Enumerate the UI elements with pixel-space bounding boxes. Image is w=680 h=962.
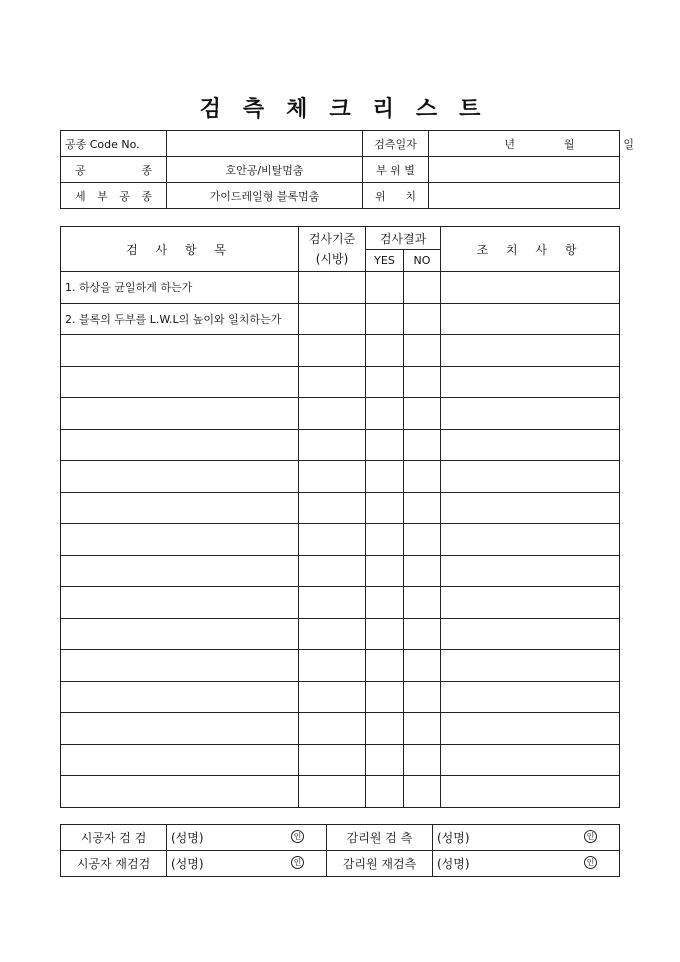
check-yes-cell[interactable] (366, 650, 404, 682)
work-type-value[interactable]: 호안공/비탈멈춤 (167, 157, 363, 183)
location-value[interactable] (429, 183, 620, 209)
check-item-cell[interactable] (61, 492, 299, 524)
work-type-label: 공 종 (61, 157, 167, 183)
check-item-cell[interactable]: 2. 블록의 두부를 L.W.L의 높이와 일치하는가 (61, 303, 299, 335)
seal-icon: 인 (584, 856, 597, 869)
check-yes-cell[interactable] (366, 335, 404, 367)
contractor-inspect-name: (성명) (171, 831, 204, 845)
check-action-cell[interactable] (441, 776, 620, 808)
check-yes-cell[interactable] (366, 461, 404, 493)
check-no-cell[interactable] (404, 335, 441, 367)
check-action-cell[interactable] (441, 335, 620, 367)
check-standard-cell[interactable] (299, 776, 366, 808)
check-standard-cell[interactable] (299, 650, 366, 682)
check-action-cell[interactable] (441, 587, 620, 619)
checklist-row (61, 366, 620, 398)
supervisor-reinspect-sign[interactable] (433, 851, 620, 877)
contractor-inspect-sign[interactable] (167, 825, 327, 851)
check-yes-cell[interactable] (366, 744, 404, 776)
check-yes-cell[interactable] (366, 272, 404, 304)
work-code-value[interactable] (167, 131, 363, 157)
check-standard-cell[interactable] (299, 461, 366, 493)
check-item-cell[interactable] (61, 524, 299, 556)
check-no-cell[interactable] (404, 618, 441, 650)
checklist-row (61, 429, 620, 461)
checklist-row (61, 303, 620, 335)
detail-label: 세 부 공 종 (61, 183, 167, 209)
check-yes-cell[interactable] (366, 555, 404, 587)
seal-icon: 인 (584, 830, 597, 843)
seal-icon: 인 (291, 856, 304, 869)
check-no-cell[interactable] (404, 366, 441, 398)
check-item-cell[interactable] (61, 429, 299, 461)
page-title: 검측체크리스트 (199, 96, 503, 122)
check-no-cell[interactable] (404, 681, 441, 713)
check-yes-cell[interactable] (366, 429, 404, 461)
checklist-row (61, 272, 620, 304)
check-item-cell[interactable] (61, 744, 299, 776)
check-standard-cell[interactable] (299, 555, 366, 587)
check-item-cell[interactable] (61, 713, 299, 745)
check-no-cell[interactable] (404, 555, 441, 587)
check-action-cell[interactable] (441, 398, 620, 430)
check-item-cell[interactable] (61, 587, 299, 619)
check-item-cell[interactable] (61, 681, 299, 713)
check-standard-cell[interactable] (299, 335, 366, 367)
supervisor-inspect-sign[interactable] (433, 825, 620, 851)
inspect-date-value[interactable] (429, 131, 634, 157)
check-standard-cell[interactable] (299, 744, 366, 776)
check-action-cell[interactable] (441, 366, 620, 398)
check-action-cell[interactable] (441, 524, 620, 556)
part-value[interactable] (429, 157, 620, 183)
inspect-date-label: 검측일자 (363, 131, 429, 157)
check-standard-cell[interactable] (299, 398, 366, 430)
checklist-row (61, 492, 620, 524)
checklist-row (61, 618, 620, 650)
check-standard-cell[interactable] (299, 681, 366, 713)
check-yes-cell[interactable] (366, 492, 404, 524)
contractor-reinspect-sign[interactable] (167, 851, 327, 877)
checklist-row (61, 555, 620, 587)
check-no-cell[interactable] (404, 587, 441, 619)
check-no-cell[interactable] (404, 461, 441, 493)
check-no-cell[interactable] (404, 650, 441, 682)
check-yes-cell[interactable] (366, 776, 404, 808)
check-yes-cell[interactable] (366, 681, 404, 713)
check-item-cell[interactable] (61, 335, 299, 367)
item-header: 검 사 항 목 (61, 227, 299, 272)
check-no-cell[interactable] (404, 398, 441, 430)
check-item-cell[interactable] (61, 650, 299, 682)
check-action-cell[interactable] (441, 461, 620, 493)
detail-value[interactable]: 가이드레일형 블록멈춤 (167, 183, 363, 209)
check-item-cell[interactable] (61, 366, 299, 398)
checklist-row (61, 587, 620, 619)
checklist-table (60, 226, 620, 808)
check-action-cell[interactable] (441, 681, 620, 713)
checklist-row (61, 681, 620, 713)
supervisor-inspect-name: (성명) (437, 831, 470, 845)
check-item-cell[interactable] (61, 461, 299, 493)
contractor-reinspect-label: 시공자 재검검 (61, 851, 167, 877)
check-standard-cell[interactable] (299, 366, 366, 398)
check-yes-cell[interactable] (366, 524, 404, 556)
checklist-row (61, 335, 620, 367)
checklist-row (61, 398, 620, 430)
supervisor-inspect-label: 감리원 검 측 (327, 825, 433, 851)
check-action-cell[interactable] (441, 618, 620, 650)
check-item-cell[interactable] (61, 398, 299, 430)
check-action-cell[interactable] (441, 713, 620, 745)
check-action-cell[interactable] (441, 555, 620, 587)
yes-header: YES (366, 250, 404, 272)
checklist-row (61, 650, 620, 682)
check-action-cell[interactable] (441, 744, 620, 776)
standard-header-line2: (시방) (315, 252, 349, 266)
signature-table (60, 824, 620, 877)
result-header: 검사결과 (366, 227, 441, 250)
no-header: NO (404, 250, 441, 272)
check-action-cell[interactable] (441, 272, 620, 304)
check-standard-cell[interactable] (299, 587, 366, 619)
checklist-row (61, 744, 620, 776)
supervisor-reinspect-label: 감리원 재검측 (327, 851, 433, 877)
contractor-reinspect-name: (성명) (171, 857, 204, 871)
standard-header (299, 227, 366, 272)
check-yes-cell[interactable] (366, 366, 404, 398)
check-no-cell[interactable] (404, 776, 441, 808)
check-action-cell[interactable] (441, 429, 620, 461)
check-no-cell[interactable] (404, 524, 441, 556)
action-header: 조 치 사 항 (441, 227, 620, 272)
check-item-cell[interactable] (61, 618, 299, 650)
check-no-cell[interactable] (404, 744, 441, 776)
location-label: 위 치 (363, 183, 429, 209)
contractor-inspect-label: 시공자 검 검 (61, 825, 167, 851)
part-label: 부 위 별 (363, 157, 429, 183)
check-no-cell[interactable] (404, 303, 441, 335)
check-no-cell[interactable] (404, 713, 441, 745)
check-standard-cell[interactable] (299, 618, 366, 650)
checklist-row (61, 713, 620, 745)
check-action-cell[interactable] (441, 492, 620, 524)
check-yes-cell[interactable] (366, 398, 404, 430)
date-day: 일 (623, 137, 634, 151)
check-no-cell[interactable] (404, 492, 441, 524)
check-action-cell[interactable] (441, 303, 620, 335)
checklist-row (61, 524, 620, 556)
check-no-cell[interactable] (404, 429, 441, 461)
check-yes-cell[interactable] (366, 618, 404, 650)
standard-header-line1: 검사기준 (308, 232, 356, 246)
check-standard-cell[interactable] (299, 272, 366, 304)
check-yes-cell[interactable] (366, 587, 404, 619)
check-standard-cell[interactable] (299, 524, 366, 556)
check-standard-cell[interactable] (299, 713, 366, 745)
checklist-row (61, 776, 620, 808)
date-month: 월 (563, 137, 575, 151)
check-standard-cell[interactable] (299, 303, 366, 335)
seal-icon: 인 (291, 830, 304, 843)
info-table (60, 130, 634, 209)
check-item-cell[interactable] (61, 555, 299, 587)
date-year: 년 (504, 137, 515, 151)
checklist-row (61, 461, 620, 493)
check-no-cell[interactable] (404, 272, 441, 304)
check-item-cell[interactable] (61, 776, 299, 808)
work-code-label: 공종 Code No. (61, 131, 167, 157)
check-action-cell[interactable] (441, 650, 620, 682)
check-yes-cell[interactable] (366, 713, 404, 745)
check-standard-cell[interactable] (299, 429, 366, 461)
check-standard-cell[interactable] (299, 492, 366, 524)
check-item-cell[interactable]: 1. 하상을 균일하게 하는가 (61, 272, 299, 304)
supervisor-reinspect-name: (성명) (437, 857, 470, 871)
check-yes-cell[interactable] (366, 303, 404, 335)
